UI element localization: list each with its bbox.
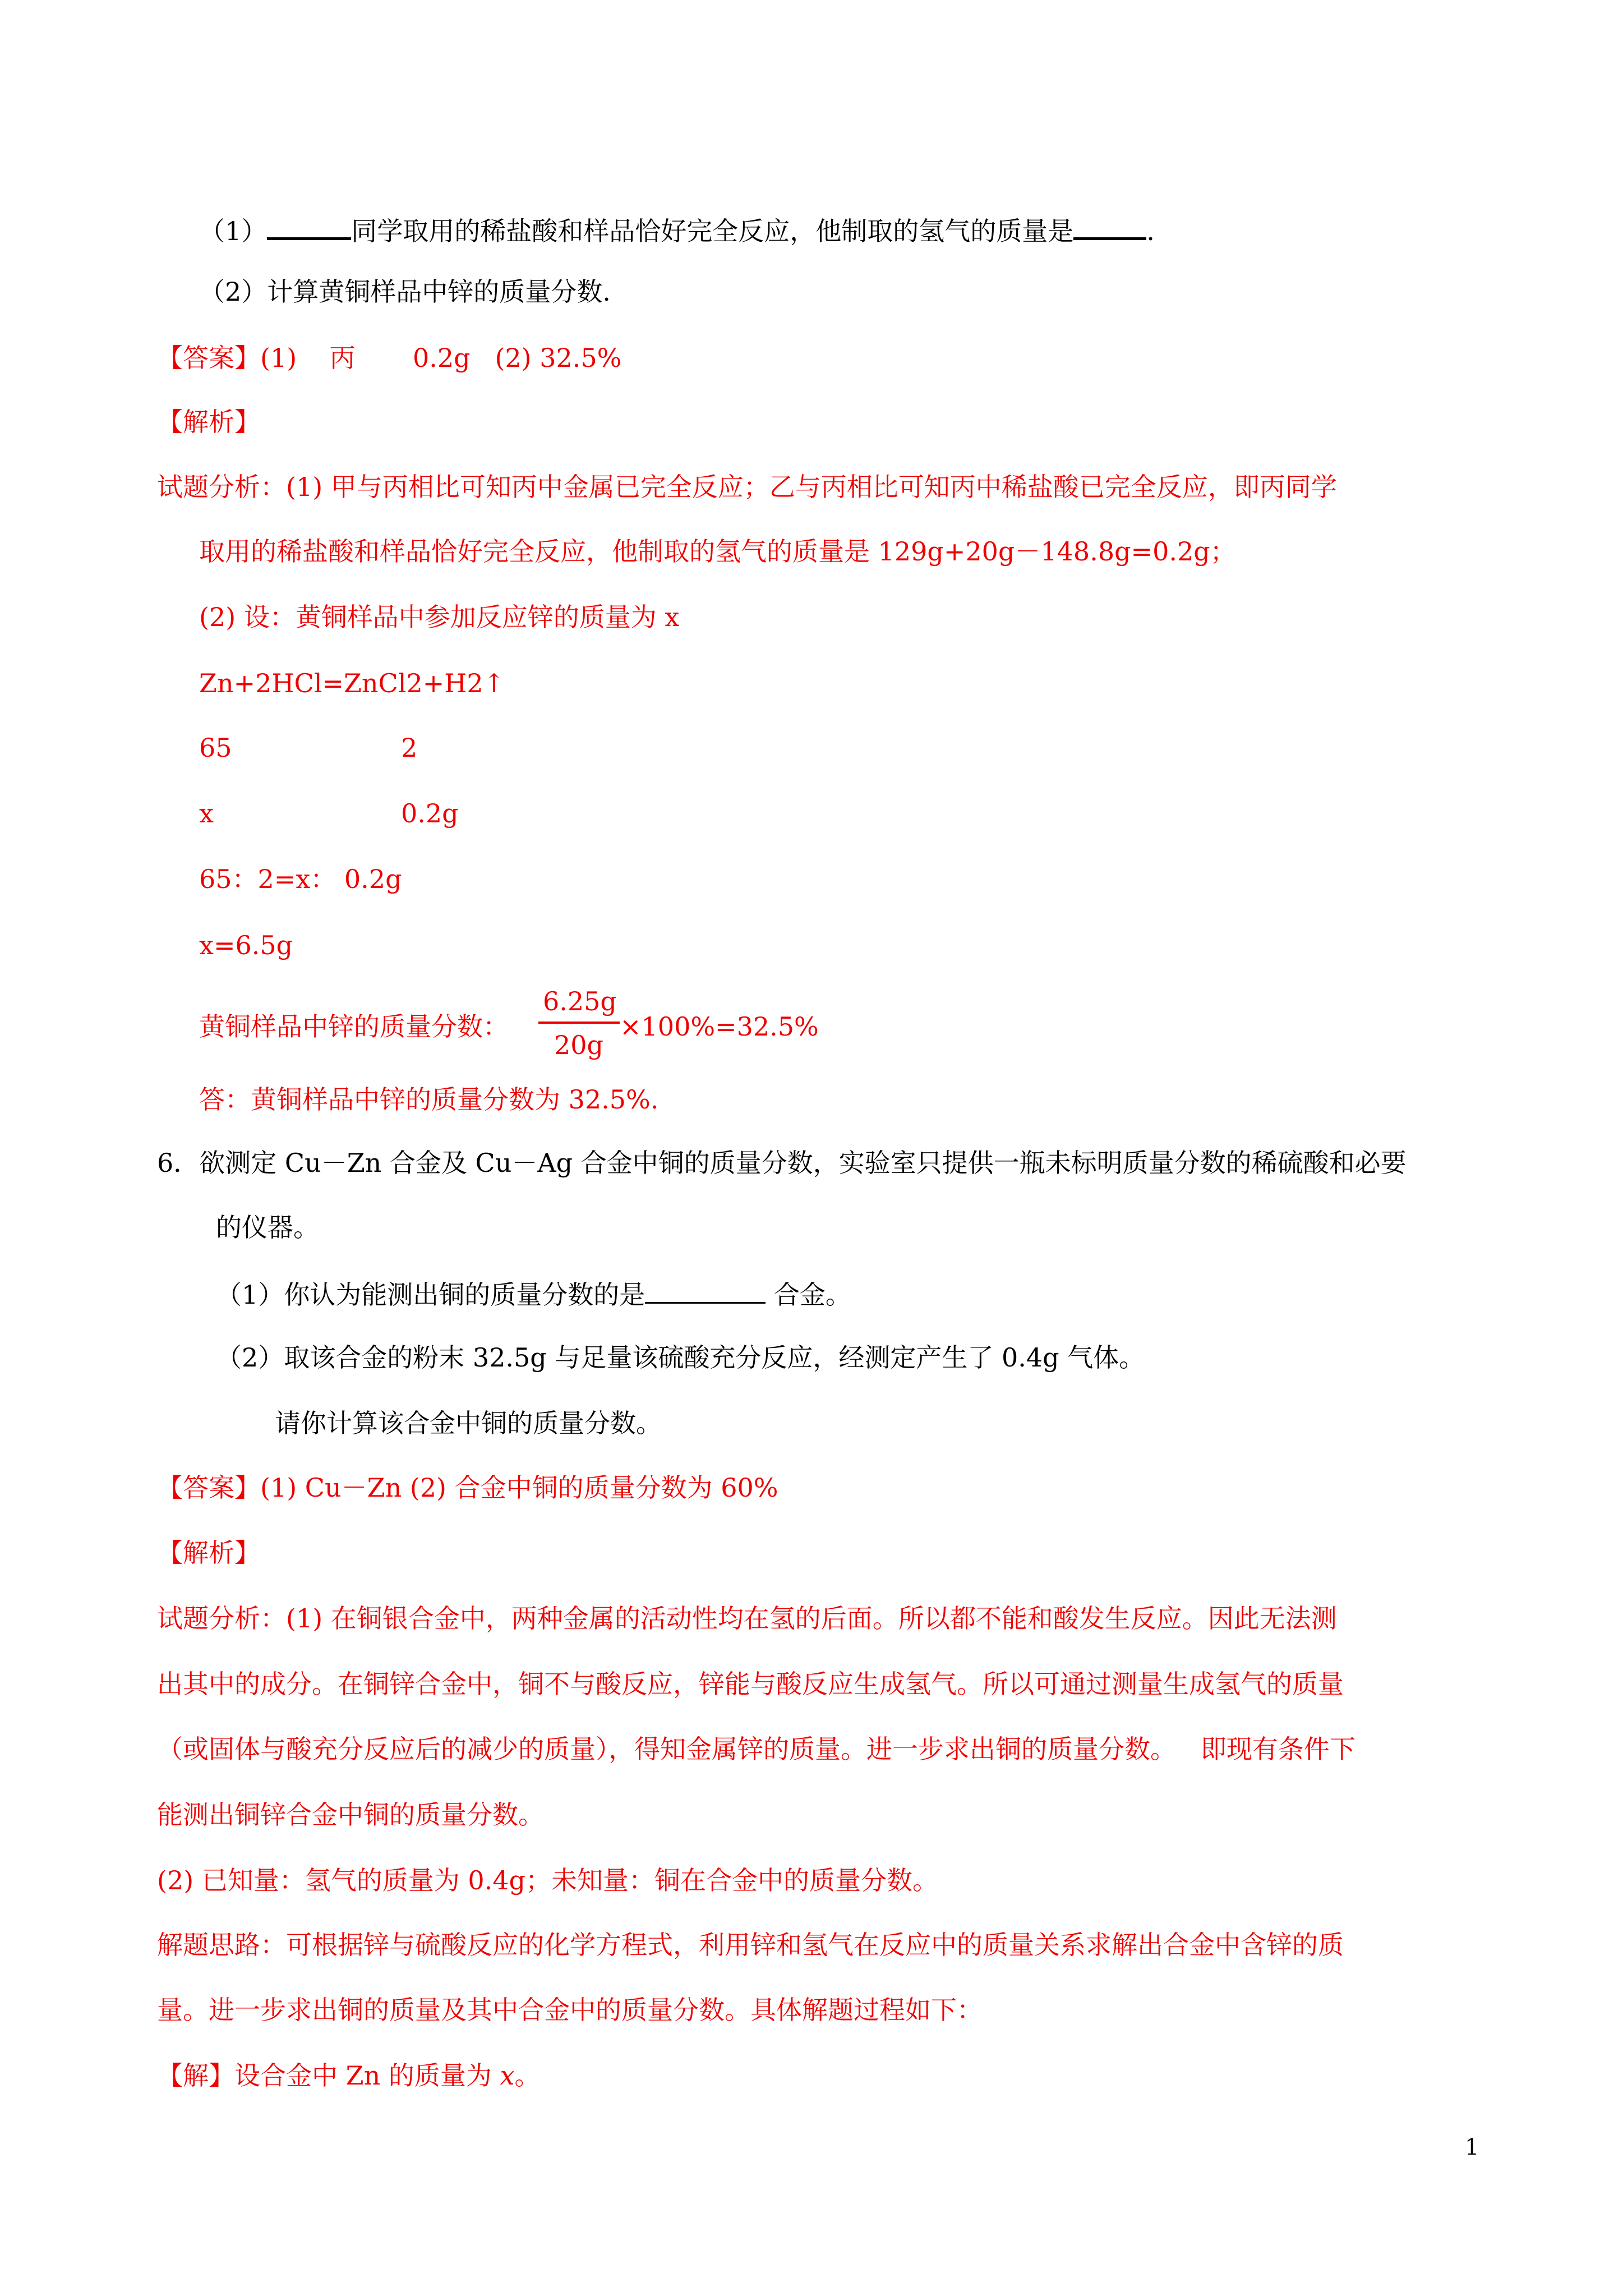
a5-conclusion: 答：黄铜样品中锌的质量分数为 32.5%.	[199, 1084, 659, 1115]
a6-answer	[157, 1471, 778, 1504]
a6-line2: 出其中的成分。在铜锌合金中，铜不与酸反应，锌能与酸反应生成氢气。所以可通过测量生成氢气的质量	[157, 1669, 1344, 1699]
a5-answer-label: 【答案】	[157, 343, 260, 373]
a5-line3: (2) 设：黄铜样品中参加反应锌的质量为 x	[199, 602, 680, 632]
a5-analysis-label: 【解析】	[157, 407, 260, 437]
q6-part2b: 请你计算该合金中铜的质量分数。	[275, 1408, 662, 1438]
a6-solve-label: 【解】	[157, 2060, 234, 2091]
q6-part1	[216, 1275, 851, 1312]
a6-answer-text: (1) Cu－Zn (2) 合金中铜的质量分数为 60%	[260, 1473, 778, 1503]
q5-blank-2	[1073, 210, 1146, 240]
q5-part1-end: .	[1146, 216, 1155, 246]
a5-result-x: x=6.5g	[199, 930, 293, 960]
a5-frac-prefix: 黄铜样品中锌的质量分数：	[199, 1011, 509, 1042]
q6-line1: 6．欲测定 Cu－Zn 合金及 Cu－Ag 合金中铜的质量分数，实验室只提供一瓶未标明质量分数的稀硫酸和必要	[157, 1148, 1407, 1178]
a6-solve-end: 。	[514, 2060, 541, 2091]
a6-line3: （或固体与酸充分反应后的减少的质量），得知金属锌的质量。进一步求出铜的质量分数。 即现有条件下	[157, 1734, 1355, 1764]
a5-equation: Zn+2HCl=ZnCl2+H2↑	[199, 668, 505, 698]
a6-line6: 解题思路：可根据锌与硫酸反应的化学方程式，利用锌和氢气在反应中的质量关系求解出合金中含锌的质	[157, 1930, 1344, 1960]
q5-part1-text: 同学取用的稀盐酸和样品恰好完全反应，他制取的氢气的质量是	[351, 216, 1074, 246]
a5-frac-suffix: ×100%=32.5%	[620, 1011, 819, 1042]
a5-ratio-bot-right: 0.2g	[401, 798, 459, 829]
a5-line1: 试题分析：(1) 甲与丙相比可知丙中金属已完全反应；乙与丙相比可知丙中稀盐酸已完全反应，即丙同学	[157, 472, 1337, 502]
a6-solve-text: 设合金中 Zn 的质量为	[234, 2060, 500, 2091]
q5-part2: （2）计算黄铜样品中锌的质量分数.	[199, 277, 611, 307]
a5-ratio-top-right: 2	[401, 733, 418, 763]
a6-line7: 量。进一步求出铜的质量及其中合金中的质量分数。具体解题过程如下：	[157, 1995, 983, 2025]
a5-ratio-bot-left: x	[199, 798, 214, 829]
a5-frac-bar	[538, 1022, 620, 1024]
q5-part1-prefix: （1）	[199, 216, 268, 246]
a6-analysis-label: 【解析】	[157, 1538, 260, 1568]
a6-solve	[157, 2059, 540, 2092]
q6-part1-prefix: （1）你认为能测出铜的质量分数的是	[216, 1280, 645, 1310]
q6-blank	[645, 1275, 766, 1304]
a5-answer-text: (1) 丙 0.2g (2) 32.5%	[260, 343, 622, 373]
a5-proportion: 65：2=x： 0.2g	[199, 864, 402, 894]
a5-answer	[157, 341, 621, 375]
q6-part2: （2）取该合金的粉末 32.5g 与足量该硫酸充分反应，经测定产生了 0.4g 气体。	[216, 1342, 1145, 1373]
page-number: 1	[1465, 2134, 1479, 2160]
a5-frac-denominator: 20g	[554, 1030, 603, 1060]
q5-part1	[199, 210, 1155, 248]
a5-frac-numerator: 6.25g	[543, 986, 617, 1016]
q6-part1-suffix: 合金。	[766, 1280, 851, 1310]
q6-line2: 的仪器。	[216, 1212, 319, 1243]
a6-line5: (2) 已知量：氢气的质量为 0.4g；未知量：铜在合金中的质量分数。	[157, 1865, 939, 1895]
a5-ratio-top-left: 65	[199, 733, 232, 763]
a5-line2: 取用的稀盐酸和样品恰好完全反应，他制取的氢气的质量是 129g+20g－148.8g=0.2g；	[199, 536, 1236, 567]
a6-solve-var: x	[500, 2060, 515, 2091]
a6-line1: 试题分析：(1) 在铜银合金中，两种金属的活动性均在氢的后面。所以都不能和酸发生反应。因此无法测	[157, 1603, 1337, 1634]
a6-answer-label: 【答案】	[157, 1473, 260, 1503]
q5-blank-1	[267, 210, 351, 240]
a6-line4: 能测出铜锌合金中铜的质量分数。	[157, 1800, 544, 1830]
